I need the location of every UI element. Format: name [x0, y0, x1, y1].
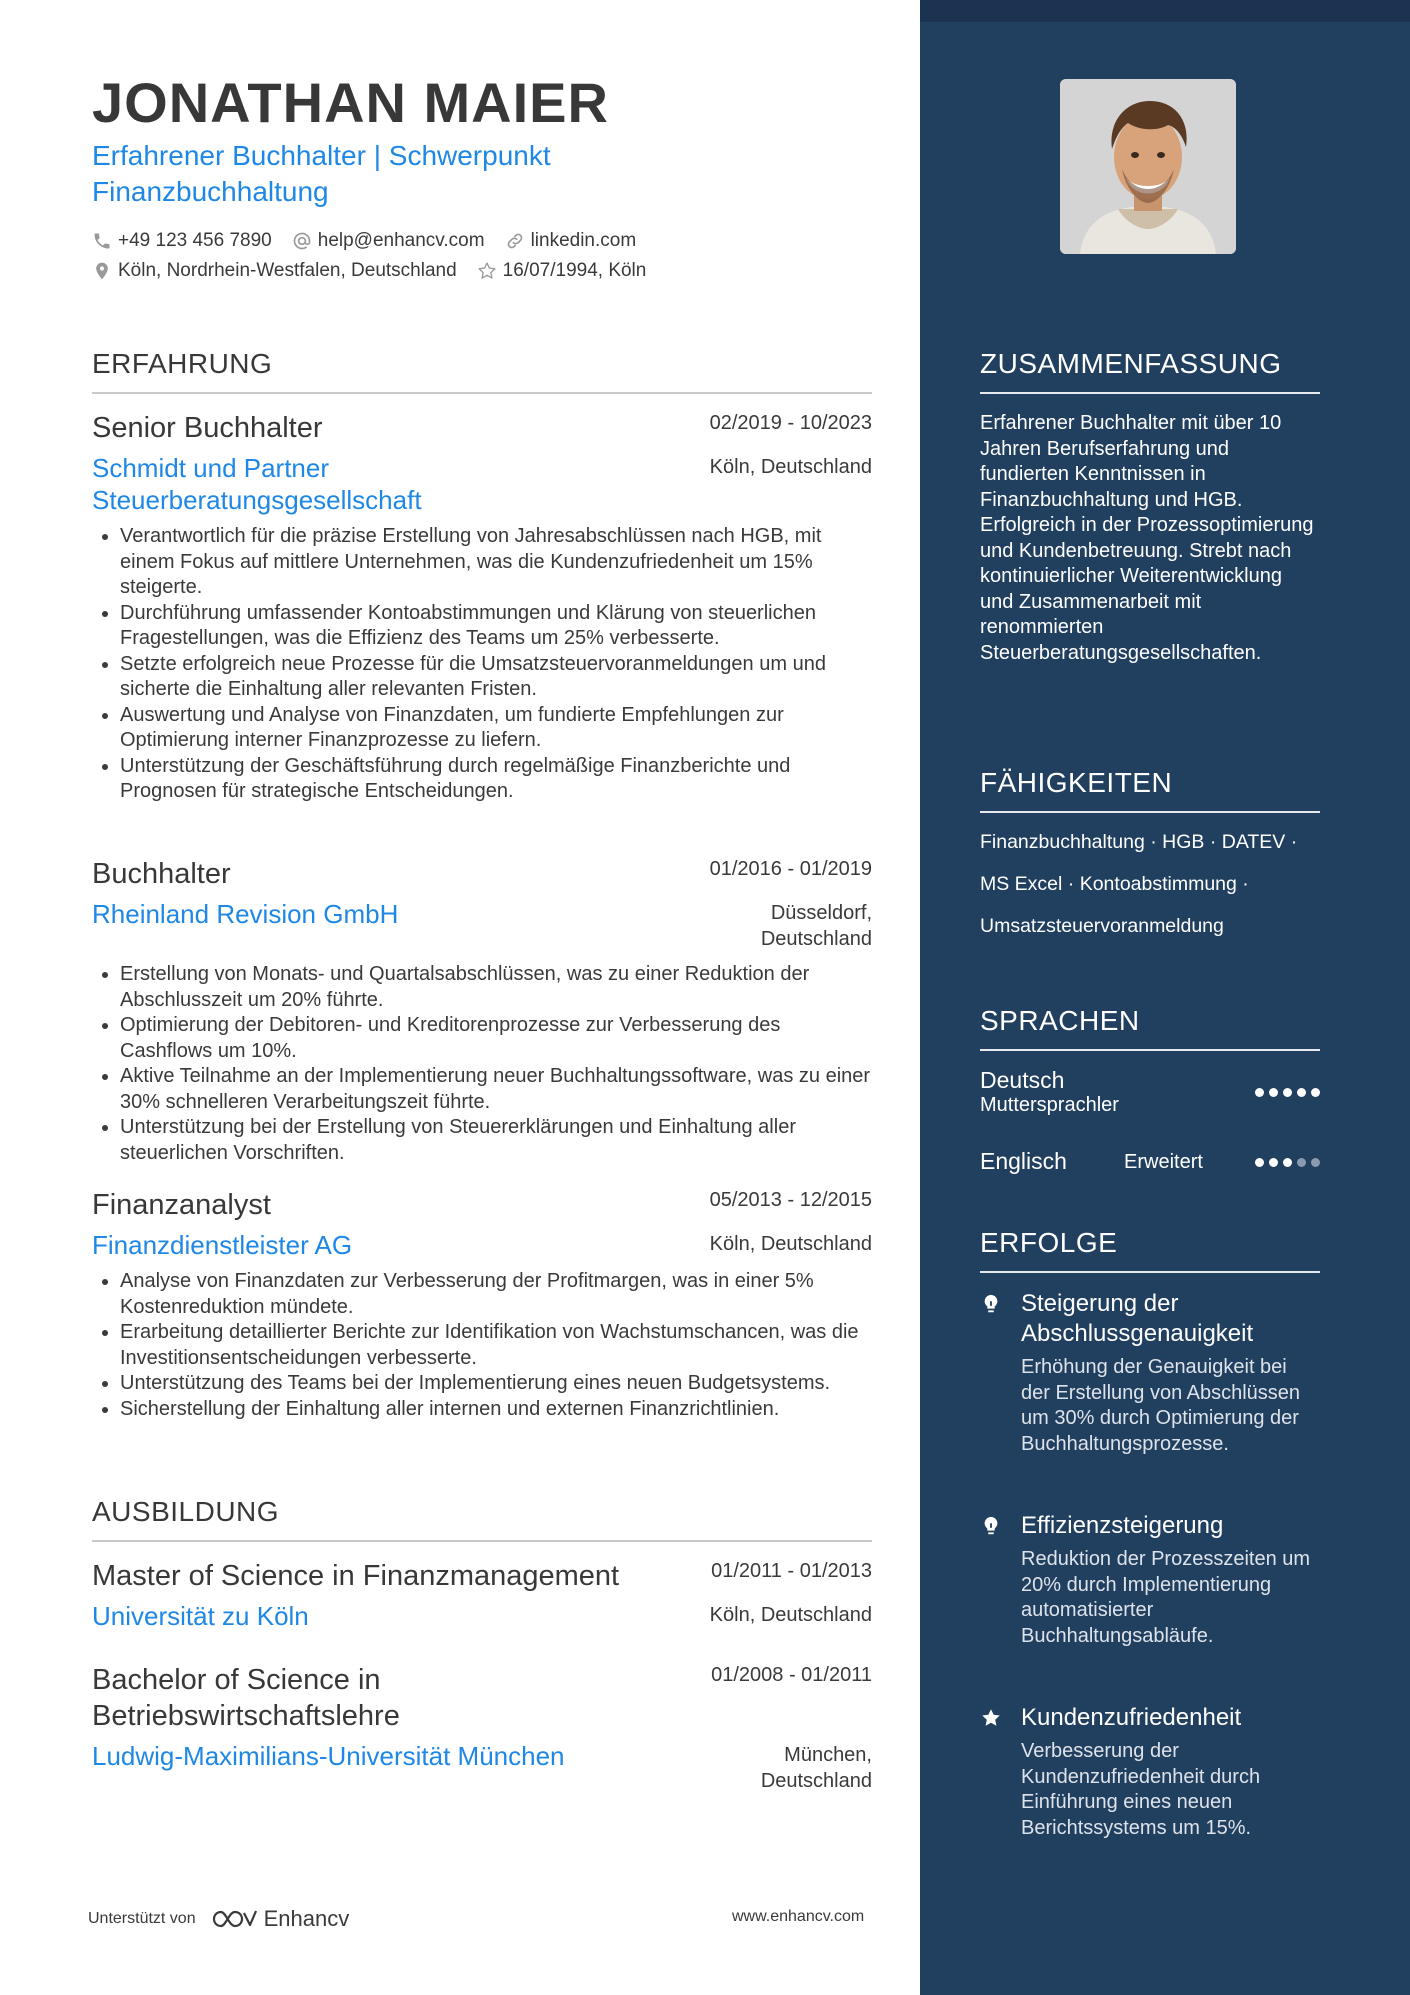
company-name: Finanzdienstleister AG [92, 1230, 353, 1260]
at-icon [292, 231, 312, 251]
bullet: • Aktive Teilnahme an der Implementierung neuer Buchhaltungssoftware, was zu einer 30% schnelleren Verarbeitungszeit führte. [120, 1064, 872, 1115]
job-bullets [92, 524, 872, 805]
lightbulb-icon [980, 1515, 1002, 1537]
bullet: • Unterstützung bei der Erstellung von Steuererklärungen und Einhaltung aller steuerlichen Vorschriften. [120, 1115, 872, 1166]
birth-item [477, 260, 647, 282]
footer-powered-by [88, 1906, 349, 1932]
skills-section-title: FÄHIGKEITEN [980, 767, 1320, 813]
language-item [980, 1067, 1320, 1123]
sidebar [920, 0, 1410, 1995]
language-rating [1255, 1158, 1320, 1167]
website-item[interactable] [505, 230, 637, 252]
email-item[interactable] [292, 230, 485, 252]
bullet: • Erstellung von Monats- und Quartalsabschlüssen, was zu einer Reduktion der Abschlusszeit um 20% führte. [120, 962, 872, 1013]
candidate-name: JONATHAN MAIER [92, 71, 609, 134]
achievement-title: Effizienzsteigerung [1021, 1512, 1224, 1539]
education-location: Köln, Deutschland [709, 1604, 872, 1626]
rating-dot-filled [1255, 1088, 1264, 1097]
skills-list: Finanzbuchhaltung · HGB · DATEV · MS Excel · Kontoabstimmung · Umsatzsteuervoranmeldung [980, 831, 1298, 937]
language-level: Erweitert [1124, 1151, 1203, 1173]
achievements-section-title: ERFOLGE [980, 1227, 1320, 1273]
skill-item: Kontoabstimmung [1079, 873, 1237, 895]
experience-entry [92, 1187, 872, 1422]
powered-by-text: Unterstützt von [88, 1910, 196, 1927]
rating-dot-filled [1269, 1158, 1278, 1167]
language-rating [1255, 1088, 1320, 1097]
footer-url[interactable]: www.enhancv.com [732, 1908, 865, 1925]
achievement-title: Steigerung der Abschlussgenauigkeit [1021, 1290, 1254, 1347]
bullet: • Unterstützung des Teams bei der Implementierung eines neuen Budgetsystems. [120, 1371, 872, 1397]
job-dates: 01/2016 - 01/2019 [709, 858, 872, 880]
phone-text: +49 123 456 7890 [118, 230, 272, 251]
education-dates: 01/2011 - 01/2013 [711, 1560, 872, 1582]
skill-item: DATEV [1221, 831, 1286, 853]
skill-item: HGB [1162, 831, 1205, 853]
education-dates: 01/2008 - 01/2011 [711, 1664, 872, 1686]
skill-item: Finanzbuchhaltung [980, 831, 1145, 853]
bullet: • Verantwortlich für die präzise Erstellung von Jahresabschlüssen nach HGB, mit einem Fokus auf mittlere Unternehmen, was die Kundenzufriedenheit um 15% steigerte. [120, 524, 872, 601]
languages-section-title: SPRACHEN [980, 1005, 1320, 1051]
job-title: Senior Buchhalter [92, 412, 323, 444]
education-entry [92, 1662, 872, 1792]
achievement-description: Reduktion der Prozesszeiten um 20% durch Implementierung automatisierter Buchhaltungsabläufe. [1021, 1548, 1311, 1647]
phone-icon [92, 231, 112, 251]
summary-text: Erfahrener Buchhalter mit über 10 Jahren Berufserfahrung und fundierten Kenntnissen in Finanzbuchhaltung und HGB. Erfolgreich in der Prozessoptimierung und Kundenbetreuung. Strebt nach kontinuierlicher Weiterentwicklung und Zusammenarbeit mit renommierten Steuerberatungsgesellschaften. [980, 412, 1314, 664]
location-text: Köln, Nordrhein-Westfalen, Deutschland [118, 260, 457, 281]
skill-item: Umsatzsteuervoranmeldung [980, 915, 1224, 937]
bullet: • Sicherstellung der Einhaltung aller internen und externen Finanzrichtlinien. [120, 1397, 872, 1423]
rating-dot-filled [1283, 1158, 1292, 1167]
contact-row-1 [92, 230, 656, 252]
school-name: Ludwig-Maximilians-Universität München [92, 1741, 565, 1771]
job-title: Finanzanalyst [92, 1189, 271, 1221]
experience-entry [92, 856, 872, 1166]
job-title: Buchhalter [92, 858, 231, 890]
rating-dot-filled [1311, 1088, 1320, 1097]
achievement-item [980, 1289, 1320, 1457]
job-dates: 02/2019 - 10/2023 [709, 412, 872, 434]
star-outline-icon [477, 261, 497, 281]
rating-dot-filled [1255, 1158, 1264, 1167]
experience-section-title: ERFAHRUNG [92, 348, 872, 394]
email-text: help@enhancv.com [317, 230, 485, 251]
degree-title: Bachelor of Science in Betriebswirtschaftslehre [92, 1664, 400, 1732]
phone-item [92, 230, 272, 252]
headline: Erfahrener Buchhalter | Schwerpunkt Finanzbuchhaltung [92, 140, 551, 207]
company-name: Schmidt und Partner Steuerberatungsgesellschaft [92, 453, 422, 515]
job-dates: 05/2013 - 12/2015 [709, 1189, 872, 1211]
education-location: München, Deutschland [760, 1744, 872, 1792]
rating-dot-empty [1297, 1158, 1306, 1167]
bullet: • Optimierung der Debitoren- und Kreditorenprozesse zur Verbesserung des Cashflows um 10%. [120, 1013, 872, 1064]
location-item [92, 260, 457, 282]
achievement-item [980, 1511, 1320, 1649]
avatar-illustration [1060, 79, 1236, 254]
bullet: • Analyse von Finanzdaten zur Verbesserung der Profitmargen, was in einer 5% Kostenreduktion mündete. [120, 1269, 872, 1320]
achievement-description: Erhöhung der Genauigkeit bei der Erstellung von Abschlüssen um 30% durch Optimierung der Buchhaltungsprozesse. [1021, 1356, 1301, 1455]
experience-entry [92, 410, 872, 805]
job-bullets [92, 962, 872, 1166]
lightbulb-icon [980, 1293, 1002, 1315]
bullet: • Erarbeitung detaillierter Berichte zur Identifikation von Wachstumschancen, was die Investitionsentscheidungen verbesserte. [120, 1320, 872, 1371]
achievement-description: Verbesserung der Kundenzufriedenheit durch Einführung eines neuen Berichtssystems um 15%. [1021, 1740, 1261, 1839]
birth-text: 16/07/1994, Köln [502, 260, 647, 281]
location-pin-icon [92, 261, 112, 281]
bullet: • Auswertung und Analyse von Finanzdaten, um fundierte Empfehlungen zur Optimierung interner Finanzprozesse zu liefern. [120, 703, 872, 754]
website-text: linkedin.com [530, 230, 637, 251]
school-name: Universität zu Köln [92, 1601, 309, 1631]
rating-dot-filled [1283, 1088, 1292, 1097]
bullet: • Unterstützung der Geschäftsführung durch regelmäßige Finanzberichte und Prognosen für strategische Entscheidungen. [120, 754, 872, 805]
job-location: Köln, Deutschland [709, 1233, 872, 1255]
education-entry [92, 1558, 872, 1632]
contact-row-2 [92, 260, 666, 282]
summary-section-title: ZUSAMMENFASSUNG [980, 348, 1320, 394]
degree-title: Master of Science in Finanzmanagement [92, 1560, 620, 1592]
rating-dot-empty [1311, 1158, 1320, 1167]
rating-dot-filled [1297, 1088, 1306, 1097]
star-icon [980, 1707, 1002, 1729]
education-section-title: AUSBILDUNG [92, 1496, 872, 1542]
job-bullets [92, 1269, 872, 1422]
enhancv-logo-icon [208, 1907, 258, 1931]
language-item [980, 1148, 1320, 1180]
job-location: Düsseldorf, Deutschland [760, 902, 872, 950]
achievement-title: Kundenzufriedenheit [1021, 1704, 1242, 1731]
language-name: Englisch [980, 1148, 1067, 1174]
profile-photo [1060, 79, 1236, 254]
job-location: Köln, Deutschland [709, 456, 872, 478]
language-name: Deutsch [980, 1067, 1065, 1093]
company-name: Rheinland Revision GmbH [92, 899, 399, 929]
bullet: • Durchführung umfassender Kontoabstimmungen und Klärung von steuerlichen Fragestellungen, was die Effizienz des Teams um 25% verbesserte. [120, 601, 872, 652]
skill-item: MS Excel [980, 873, 1063, 895]
bullet: • Setzte erfolgreich neue Prozesse für die Umsatzsteuervoranmeldungen um und sicherte die Einhaltung aller relevanten Fristen. [120, 652, 872, 703]
sidebar-top-bar [920, 0, 1410, 22]
language-level: Muttersprachler [980, 1094, 1119, 1116]
achievement-item [980, 1703, 1320, 1841]
link-icon [505, 231, 525, 251]
enhancv-brand: Enhancv [263, 1906, 350, 1931]
rating-dot-filled [1269, 1088, 1278, 1097]
